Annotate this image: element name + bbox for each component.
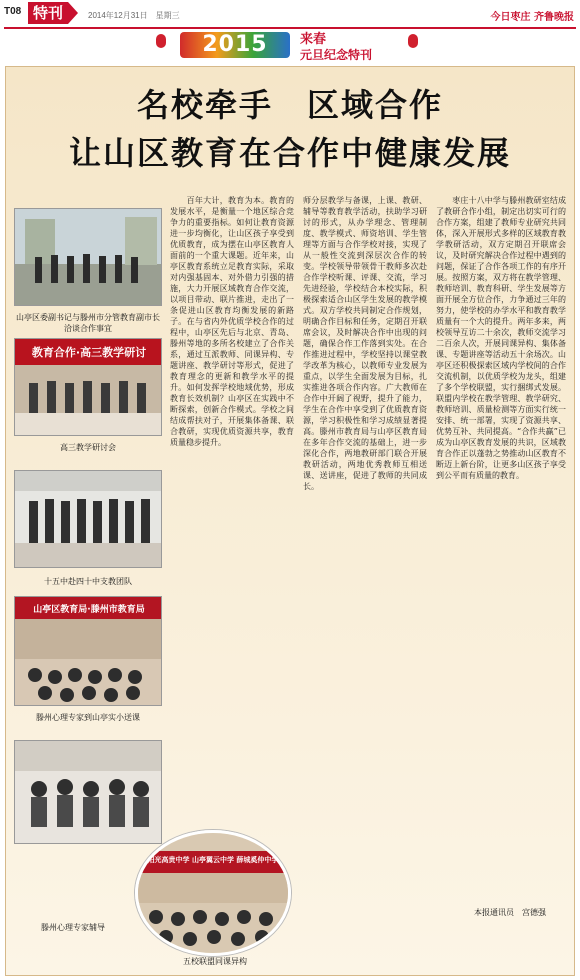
photo-counseling (14, 740, 162, 844)
photo-senior-seminar (14, 338, 162, 436)
photo-five-school-alliance (135, 830, 291, 956)
banner-subtitle: 元旦纪念特刊 (300, 48, 373, 62)
spring-tag: 来春 (300, 32, 327, 47)
section-arrow-icon (68, 2, 78, 24)
photo-caption: 滕州心理专家到山亭实小送课 (36, 713, 140, 722)
headline-line1: 名校牵手 区域合作 (136, 86, 443, 124)
photo-caption: 山亭区委副书记与滕州市分管教育副市长洽谈合作事宜 (16, 313, 160, 333)
photo-caption: 十五中赴四十中支教团队 (44, 577, 132, 586)
special-issue-banner (180, 28, 395, 64)
photo-caption: 五校联盟同课异构 (183, 957, 247, 966)
page-number: T08 (4, 6, 22, 17)
photo-caption: 高三教学研讨会 (60, 443, 116, 452)
photo-banner-text: 教育合作·高三教学研讨 (31, 346, 147, 359)
photo-caption: 滕州心理专家辅导 (41, 923, 105, 932)
photo-banner-text: 阳光高贵中学 山亭翼云中学 薛城奚仲中学 (147, 856, 279, 864)
photo-psychology-lecture (14, 596, 162, 706)
article-column-3: 枣庄十八中学与滕州教研室结成了教研合作小组，制定出切实可行的合作方案，组建了教师专业研究共同体，深入开展形式多样的区域教育教学教研活动，双方定期召开联席会议，及时研究解决合作过程中遇到的问题，保证了合作各项工作的有序开展。按照方案，双方将在教学管理、教师培训、教育科研、学生发展等方面开展全方位合作，力争通过三年的努力，使学校的办学水平和教育教学质量有一个大的提升。两年多来，两校领导互访二十余次，教师交流学习二百余人次，开展同课异构、集体备课、专题讲座等活动五十余场次。山亭区还积极探索区域内学校间的合作交流机制，以优质学校为龙头，组建了多个学校联盟，实行捆绑式发展。联盟内学校在教学管理、教学研究、教师培训、质量检测等方面实行统一安排、统一部署，实现了资源共享、优势互补、共同提高。“合作共赢”已成为山亭区教育发展的共识，区域教育合作正以蓬勃之势推动山区教育不断迈上新台阶，让更多山区孩子享受到公平而有质量的教育。 (436, 196, 566, 480)
headline-line2: 让山区教育在合作中健康发展 (68, 134, 511, 172)
lantern-icon (156, 34, 166, 48)
newspaper-name: 今日枣庄 齐鲁晚报 (490, 12, 574, 23)
article-column-1: 百年大计，教育为本。教育的发展水平，是衡量一个地区综合竞争力的重要指标。如何让教育资源进一步均衡化，让山区孩子享受到优质教育，成为摆在山亭区教育人面前的一个重大课题。近年来，山亭区教育系统立足教育实际，采取对内强基固本、对外借力引强的措施，大力开展区域教育合作交流，以项目带动、联片推进，走出了一条促进山区教育均衡发展的新路子。在与省内外优质学校合作的过程中，山亭区先后与北京、青岛、滕州等地的多所名校建立了合作关系，通过互派教师、同课异构、专题讲座、教学研讨等形式，促进了教育理念的更新和教学水平的提升。如何发挥学校地域优势，形成教育长效机制？山亭区在实践中不断探索，创新合作模式。学校之间结成帮扶对子，开展集体备课、联合教研，实现优质资源共享，教育质量稳步提升。 (170, 196, 294, 447)
photo-teaching-team (14, 470, 162, 568)
byline: 本报通讯员 宫德强 (474, 908, 546, 917)
article-column-2: 师分层教学与备课，上课、教研、辅导等教育教学活动，扶助学习研讨的形式，从办学理念、管理制度、教学模式、师资培训、学生管理等方面与合作学校对接，实现了从一般性交流到深层次合作的转变。学校领导带领骨干教师多次赴合作学校听课、评课、交流，学习先进经验，学校结合本校实际，积极探索适合山区学生发展的教学模式。双方学校共同制定合作规划，明确合作目标和任务，定期召开联席会议，及时解决合作中出现的问题，确保合作工作落到实处。在合作推进过程中，学校坚持以课堂教学改革为核心，以教师专业发展为重点，以学生全面发展为目标，扎实推进各项合作内容。广大教师在合作中开阔了视野，提升了能力，学生在合作中享受到了优质教育资源，学习积极性和学习成绩显著提高。滕州市教育局与山亭区教育局在多年合作交流的基础上，进一步深化合作，两地教研部门联合开展教研活动，两地优秀教师互相送课、送讲座，促进了教师的共同成长。 (303, 196, 427, 491)
photo-banner-text: 山亭区教育局·滕州市教育局 (33, 605, 145, 615)
photo-officials-meeting (14, 208, 162, 306)
page-header (0, 0, 580, 30)
lantern-icon (408, 34, 418, 48)
section-tag: 特刊 (28, 2, 68, 24)
year-logo: 2015 (180, 32, 290, 58)
dateline: 2014年12月31日 星期三 (88, 11, 180, 20)
